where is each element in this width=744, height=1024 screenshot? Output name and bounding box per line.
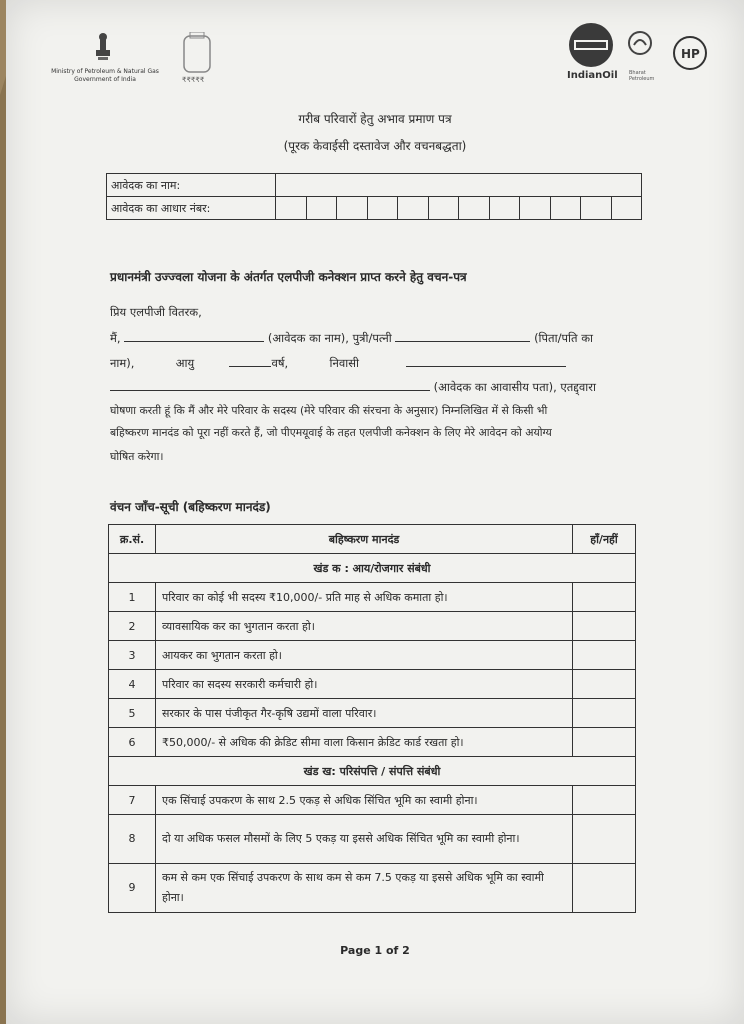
- declaration-line-4: घोषणा करती हूं कि मैं और मेरे परिवार के सदस्य (मेरे परिवार की संरचना के अनुसार) निम्नलिखित में से किसी भी: [110, 404, 548, 417]
- line1-start: मैं,: [110, 331, 121, 345]
- criteria-text: ₹50,000/- से अधिक की क्रेडिट सीमा वाला किसान क्रेडिट कार्ड रखता हो।: [156, 728, 573, 757]
- omc-logos: [561, 20, 721, 90]
- document-page: [6, 0, 744, 1024]
- aadhaar-digit-box[interactable]: [459, 197, 490, 219]
- row-number: 8: [109, 815, 156, 864]
- aadhaar-number-field[interactable]: [276, 197, 642, 220]
- hp-logo-icon: [671, 34, 709, 72]
- ministry-logo: [36, 32, 206, 92]
- document-title: गरीब परिवारों हेतु अभाव प्रमाण पत्र: [298, 112, 452, 126]
- row-number: 4: [109, 670, 156, 699]
- criteria-text: कम से कम एक सिंचाई उपकरण के साथ कम से कम 7.5 एकड़ या इससे अधिक भूमि का स्वामी होना।: [156, 864, 573, 913]
- aadhaar-digit-box[interactable]: [368, 197, 399, 219]
- indianoil-logo-icon: [566, 20, 616, 70]
- applicant-aadhaar-label: आवेदक का आधार नंबर:: [107, 197, 276, 220]
- row-number: 7: [109, 786, 156, 815]
- criteria-text: परिवार का सदस्य सरकारी कर्मचारी हो।: [156, 670, 573, 699]
- yes-no-cell[interactable]: [573, 583, 636, 612]
- criteria-text: दो या अधिक फसल मौसमों के लिए 5 एकड़ या इससे अधिक सिंचित भूमि का स्वामी होना।: [156, 815, 573, 864]
- aadhaar-digit-box[interactable]: [429, 197, 460, 219]
- row-number: 1: [109, 583, 156, 612]
- criteria-text: एक सिंचाई उपकरण के साथ 2.5 एकड़ से अधिक सिंचित भूमि का स्वामी होना।: [156, 786, 573, 815]
- aadhaar-digit-box[interactable]: [307, 197, 338, 219]
- address-blank-2[interactable]: [110, 378, 430, 391]
- row-number: 3: [109, 641, 156, 670]
- applicant-name-blank[interactable]: [124, 329, 264, 342]
- yes-no-cell[interactable]: [573, 728, 636, 757]
- document-subtitle: (पूरक केवाईसी दस्तावेज और वचनबद्धता): [283, 139, 467, 153]
- aadhaar-digit-box[interactable]: [612, 197, 642, 219]
- aadhaar-digit-box[interactable]: [490, 197, 521, 219]
- page-number: Page 1 of 2: [340, 944, 410, 957]
- age-blank[interactable]: [229, 354, 271, 367]
- declaration-line-5: बहिष्करण मानदंड को पूरा नहीं करते हैं, जो पीएमयूवाई के तहत एलपीजी कनेक्शन के लिए मेरे आवेदन को अयोग्य: [110, 426, 552, 439]
- line3-address-label: (आवेदक का आवासीय पता), एतद्द्वारा: [433, 380, 596, 394]
- criteria-text: व्यावसायिक कर का भुगतान करता हो।: [156, 612, 573, 641]
- salutation: प्रिय एलपीजी वितरक,: [110, 305, 202, 319]
- applicant-name-label: आवेदक का नाम:: [107, 174, 276, 197]
- emblem-icon: [88, 32, 118, 66]
- undertaking-heading: प्रधानमंत्री उज्ज्वला योजना के अंतर्गत एलपीजी कनेक्शन प्राप्त करने हेतु वचन-पत्र: [110, 270, 467, 284]
- ministry-name: Ministry of Petroleum & Natural Gas: [51, 68, 159, 75]
- line1-applicant-label: (आवेदक का नाम), पुत्री/पत्नी: [267, 331, 392, 345]
- aadhaar-digit-box[interactable]: [520, 197, 551, 219]
- aadhaar-digit-box[interactable]: [337, 197, 368, 219]
- row-number: 5: [109, 699, 156, 728]
- declaration-line-3: [110, 374, 640, 400]
- aadhaar-digit-box[interactable]: [551, 197, 582, 219]
- declaration-line-6: घोषित करेगा।: [110, 450, 164, 463]
- svg-text:₹₹₹₹₹: ₹₹₹₹₹: [182, 76, 205, 84]
- line2-year-label: वर्ष,: [271, 356, 289, 370]
- applicant-name-field[interactable]: [276, 174, 642, 197]
- line2-age-label: आयु: [175, 356, 195, 370]
- yes-no-cell[interactable]: [573, 864, 636, 913]
- row-number: 2: [109, 612, 156, 641]
- criteria-text: आयकर का भुगतान करता हो।: [156, 641, 573, 670]
- yes-no-cell[interactable]: [573, 641, 636, 670]
- section-a-heading: खंड क : आय/रोजगार संबंधी: [109, 554, 636, 583]
- col-header-criteria: बहिष्करण मानदंड: [156, 525, 573, 554]
- aadhaar-digit-box[interactable]: [276, 197, 307, 219]
- bharat-petroleum-icon: [627, 30, 653, 56]
- criteria-text: सरकार के पास पंजीकृत गैर-कृषि उद्यमों वाला परिवार।: [156, 699, 573, 728]
- line2-name: नाम),: [110, 356, 135, 370]
- bharat-petroleum-label: Bharat Petroleum: [629, 70, 655, 82]
- checklist-title: वंचन जाँच-सूची (बहिष्करण मानदंड): [110, 500, 271, 514]
- yes-no-cell[interactable]: [573, 815, 636, 864]
- line2-resident-label: निवासी: [329, 356, 359, 370]
- address-blank-1[interactable]: [406, 354, 566, 367]
- line1-end: (पिता/पति का: [534, 331, 593, 345]
- section-b-heading: खंड ख: परिसंपत्ति / संपत्ति संबंधी: [109, 757, 636, 786]
- col-header-yesno: हाँ/नहीं: [573, 525, 636, 554]
- ujjwala-cylinder-icon: [176, 32, 226, 92]
- aadhaar-digit-box[interactable]: [581, 197, 612, 219]
- declaration-line-2: [110, 350, 640, 376]
- yes-no-cell[interactable]: [573, 612, 636, 641]
- row-number: 6: [109, 728, 156, 757]
- aadhaar-digit-box[interactable]: [398, 197, 429, 219]
- yes-no-cell[interactable]: [573, 699, 636, 728]
- yes-no-cell[interactable]: [573, 786, 636, 815]
- father-husband-name-blank[interactable]: [395, 329, 530, 342]
- col-header-sno: क्र.सं.: [109, 525, 156, 554]
- government-name: Government of India: [74, 76, 136, 83]
- hp-label: HP: [681, 47, 700, 61]
- applicant-details-table: [106, 173, 642, 220]
- exclusion-criteria-table: [108, 524, 636, 913]
- indianoil-label: IndianOil: [567, 70, 618, 81]
- yes-no-cell[interactable]: [573, 670, 636, 699]
- criteria-text: परिवार का कोई भी सदस्य ₹10,000/- प्रति माह से अधिक कमाता हो।: [156, 583, 573, 612]
- row-number: 9: [109, 864, 156, 913]
- declaration-line-1: [110, 325, 640, 351]
